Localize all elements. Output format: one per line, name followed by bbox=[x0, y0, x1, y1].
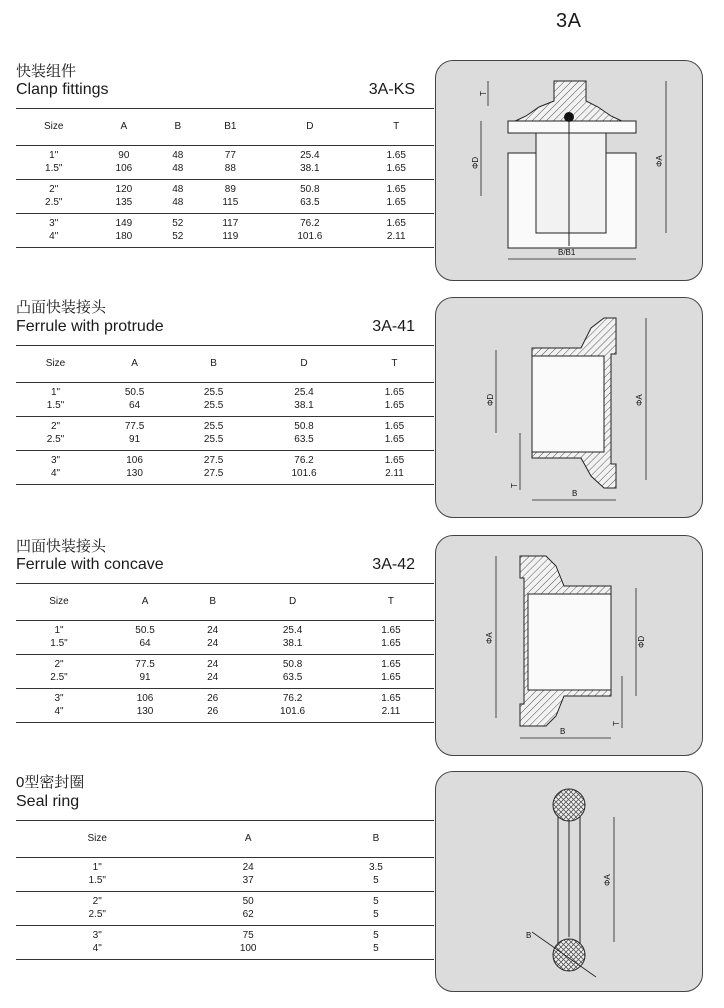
section-title-cn: 凸面快装接头 bbox=[16, 299, 107, 316]
table-cell: 50.8 bbox=[282, 659, 303, 670]
table-cell: 25.5 bbox=[203, 399, 224, 411]
dim-a-label: ΦA bbox=[603, 874, 612, 886]
column-header: B bbox=[209, 596, 216, 607]
column-header: Size bbox=[45, 358, 66, 369]
table-cell: 48 bbox=[172, 162, 184, 174]
table-cell: 1.5" bbox=[46, 399, 65, 411]
table-cell: 48 bbox=[172, 150, 184, 161]
table-cell: 4" bbox=[49, 230, 59, 242]
table-cell: 1.5" bbox=[88, 874, 106, 886]
row-group bbox=[16, 417, 434, 451]
table-cell: 3" bbox=[50, 455, 61, 466]
table-cell: 24 bbox=[207, 659, 219, 670]
table-cell: 1.65 bbox=[381, 637, 401, 649]
table-cell: 2.11 bbox=[385, 467, 404, 479]
table-cell: 1.65 bbox=[384, 399, 405, 411]
table-cell: 50.8 bbox=[294, 421, 314, 432]
table-cell: 4" bbox=[92, 942, 102, 954]
dim-t-label: T bbox=[612, 721, 621, 726]
table-cell: 77.5 bbox=[124, 421, 145, 432]
table-cell: 24 bbox=[207, 625, 219, 636]
table-row bbox=[16, 706, 434, 723]
table-row bbox=[16, 858, 434, 875]
dim-b-label: B bbox=[526, 931, 532, 940]
table-cell: 1.65 bbox=[386, 162, 406, 174]
table-cell: 1.65 bbox=[386, 218, 406, 229]
column-header: T bbox=[393, 121, 400, 132]
table-cell: 24 bbox=[242, 862, 254, 873]
table-cell: 25.4 bbox=[300, 150, 320, 161]
table-cell: 3" bbox=[54, 693, 64, 704]
table-cell: 1.5" bbox=[45, 162, 63, 174]
table-cell: 25.5 bbox=[203, 387, 224, 398]
table-cell: 1.65 bbox=[386, 184, 406, 195]
table-cell: 106 bbox=[126, 455, 143, 466]
table-cell: 100 bbox=[239, 942, 257, 954]
table-row bbox=[16, 621, 434, 638]
column-header: Size bbox=[49, 596, 69, 607]
table-cell: 1.65 bbox=[381, 625, 401, 636]
column-header: A bbox=[120, 121, 128, 132]
dim-d-label: ΦD bbox=[486, 393, 495, 406]
ferrule-concave-diagram bbox=[435, 535, 703, 756]
table-cell: 1.65 bbox=[384, 387, 405, 398]
table-row bbox=[16, 400, 434, 417]
column-header: T bbox=[391, 358, 398, 369]
table-cell: 24 bbox=[207, 637, 219, 649]
section-code: 3A-KS bbox=[368, 81, 415, 98]
table-cell: 117 bbox=[222, 218, 239, 229]
column-header: D bbox=[306, 121, 314, 132]
table-cell: 64 bbox=[139, 637, 151, 649]
table-row bbox=[16, 638, 434, 655]
dim-b-label: B bbox=[560, 727, 566, 736]
column-header: D bbox=[288, 596, 297, 607]
section-title-cn: 凹面快装接头 bbox=[16, 538, 107, 555]
row-group bbox=[16, 621, 434, 655]
table-cell: 2.5" bbox=[46, 433, 65, 445]
table-cell: 2.5" bbox=[45, 196, 63, 208]
table-cell: 38.1 bbox=[282, 637, 303, 649]
table-cell: 1.65 bbox=[381, 671, 401, 683]
table-cell: 1.65 bbox=[384, 421, 405, 432]
table-cell: 4" bbox=[50, 467, 61, 479]
table-cell: 5 bbox=[373, 930, 379, 941]
table-cell: 2.11 bbox=[381, 705, 401, 717]
column-header: D bbox=[300, 358, 308, 369]
table-cell: 2" bbox=[49, 184, 59, 195]
table-cell: 1.65 bbox=[384, 433, 405, 445]
dim-b-label: B bbox=[572, 489, 578, 498]
table-row bbox=[16, 214, 434, 231]
table-cell: 50.5 bbox=[124, 387, 145, 398]
table-row bbox=[16, 943, 434, 960]
table-cell: 62 bbox=[242, 908, 254, 920]
table-cell: 38.1 bbox=[300, 162, 320, 174]
row-group bbox=[16, 858, 434, 892]
table-cell: 25.5 bbox=[203, 433, 224, 445]
row-group bbox=[16, 926, 434, 960]
table-cell: 91 bbox=[128, 433, 141, 445]
table-row bbox=[16, 180, 434, 197]
dim-t-label: T bbox=[510, 483, 519, 488]
spec-table bbox=[16, 345, 434, 485]
table-cell: 50 bbox=[242, 896, 254, 907]
dim-d-label: ΦD bbox=[471, 156, 480, 169]
table-cell: 50.8 bbox=[300, 184, 320, 195]
table-cell: 2.11 bbox=[386, 230, 406, 242]
section-title-cn: 0型密封圈 bbox=[16, 774, 85, 791]
table-cell: 63.5 bbox=[282, 671, 303, 683]
table-cell: 101.6 bbox=[297, 230, 323, 242]
table-cell: 1.5" bbox=[50, 637, 68, 649]
table-cell: 3.5 bbox=[368, 862, 383, 873]
table-cell: 91 bbox=[139, 671, 151, 683]
table-row bbox=[16, 655, 434, 672]
table-cell: 26 bbox=[207, 705, 219, 717]
table-cell: 115 bbox=[222, 196, 239, 208]
table-row bbox=[16, 892, 434, 909]
table-row bbox=[16, 383, 434, 400]
row-group bbox=[16, 214, 434, 248]
table-cell: 130 bbox=[136, 705, 154, 717]
table-cell: 27.5 bbox=[203, 467, 224, 479]
section-title-en: Ferrule with protrude bbox=[16, 318, 164, 335]
table-cell: 76.2 bbox=[282, 693, 303, 704]
section-code: 3A-41 bbox=[372, 318, 415, 335]
spec-table bbox=[16, 583, 434, 723]
table-cell: 135 bbox=[115, 196, 133, 208]
table-cell: 120 bbox=[115, 184, 133, 195]
table-header-row bbox=[16, 346, 434, 383]
row-group bbox=[16, 689, 434, 723]
table-cell: 25.4 bbox=[282, 625, 303, 636]
table-cell: 5 bbox=[373, 908, 379, 920]
table-cell: 3" bbox=[92, 930, 102, 941]
row-group bbox=[16, 451, 434, 485]
table-cell: 1.65 bbox=[386, 150, 406, 161]
table-row bbox=[16, 909, 434, 926]
table-row bbox=[16, 417, 434, 434]
table-cell: 50.5 bbox=[135, 625, 155, 636]
table-cell: 48 bbox=[172, 184, 184, 195]
table-row bbox=[16, 197, 434, 214]
table-cell: 1" bbox=[49, 150, 59, 161]
table-cell: 75 bbox=[242, 930, 254, 941]
table-cell: 88 bbox=[224, 162, 236, 174]
table-cell: 25.4 bbox=[294, 387, 314, 398]
column-header: A bbox=[244, 833, 252, 844]
clamp-fitting-diagram bbox=[435, 60, 703, 281]
table-cell: 76.2 bbox=[300, 218, 320, 229]
dim-a-label: ΦA bbox=[485, 632, 494, 644]
table-cell: 3" bbox=[49, 218, 59, 229]
table-cell: 25.5 bbox=[203, 421, 224, 432]
table-cell: 101.6 bbox=[291, 467, 317, 479]
column-header: B bbox=[174, 121, 182, 132]
table-cell: 64 bbox=[128, 399, 141, 411]
table-cell: 52 bbox=[172, 230, 184, 242]
column-header: A bbox=[131, 358, 138, 369]
table-row bbox=[16, 163, 434, 180]
row-group bbox=[16, 180, 434, 214]
table-cell: 1.65 bbox=[386, 196, 406, 208]
dim-t-label: T bbox=[479, 91, 488, 96]
table-cell: 63.5 bbox=[300, 196, 320, 208]
table-cell: 2.5" bbox=[88, 908, 106, 920]
section-title-en: Seal ring bbox=[16, 793, 80, 810]
column-header: B1 bbox=[224, 121, 237, 132]
column-header: Size bbox=[44, 121, 64, 132]
table-cell: 90 bbox=[118, 150, 130, 161]
row-group bbox=[16, 892, 434, 926]
seal-ring-diagram bbox=[435, 771, 703, 992]
section-title-cn: 快装组件 bbox=[16, 63, 77, 80]
table-cell: 52 bbox=[172, 218, 184, 229]
table-cell: 5 bbox=[373, 942, 379, 954]
table-cell: 48 bbox=[172, 196, 184, 208]
column-header: Size bbox=[87, 833, 107, 844]
table-cell: 119 bbox=[222, 230, 239, 242]
table-cell: 106 bbox=[136, 693, 154, 704]
column-header: A bbox=[141, 596, 149, 607]
table-header-row bbox=[16, 584, 434, 621]
section-title-en: Ferrule with concave bbox=[16, 556, 164, 573]
table-cell: 1" bbox=[92, 862, 102, 873]
row-group bbox=[16, 146, 434, 180]
table-row bbox=[16, 146, 434, 163]
table-cell: 89 bbox=[224, 184, 236, 195]
table-cell: 101.6 bbox=[280, 705, 306, 717]
table-row bbox=[16, 926, 434, 943]
table-cell: 77 bbox=[224, 150, 236, 161]
column-header: B bbox=[210, 358, 217, 369]
table-row bbox=[16, 689, 434, 706]
table-cell: 37 bbox=[242, 874, 254, 886]
table-cell: 1" bbox=[54, 625, 64, 636]
table-cell: 1.65 bbox=[384, 455, 405, 466]
table-cell: 180 bbox=[115, 230, 133, 242]
table-cell: 77.5 bbox=[135, 659, 155, 670]
table-cell: 2.5" bbox=[50, 671, 68, 683]
table-header-row bbox=[16, 821, 434, 858]
table-cell: 38.1 bbox=[294, 399, 314, 411]
spec-table bbox=[16, 820, 434, 960]
table-cell: 149 bbox=[115, 218, 133, 229]
table-row bbox=[16, 875, 434, 892]
table-cell: 27.5 bbox=[203, 455, 224, 466]
spec-table bbox=[16, 108, 434, 248]
table-cell: 1.65 bbox=[381, 659, 401, 670]
table-cell: 26 bbox=[207, 693, 219, 704]
table-header-row bbox=[16, 109, 434, 146]
table-cell: 130 bbox=[126, 467, 143, 479]
row-group bbox=[16, 383, 434, 417]
section-title-en: Clanp fittings bbox=[16, 81, 109, 98]
column-header: B bbox=[372, 833, 380, 844]
table-cell: 2" bbox=[54, 659, 64, 670]
table-cell: 1.65 bbox=[381, 693, 401, 704]
table-cell: 5 bbox=[373, 896, 379, 907]
table-cell: 63.5 bbox=[294, 433, 314, 445]
dim-d-label: ΦD bbox=[637, 635, 646, 648]
table-cell: 106 bbox=[115, 162, 133, 174]
page-title: 3A bbox=[556, 10, 582, 32]
table-cell: 76.2 bbox=[294, 455, 314, 466]
dim-a-label: ΦA bbox=[655, 155, 664, 167]
table-cell: 2" bbox=[92, 896, 102, 907]
table-cell: 5 bbox=[373, 874, 379, 886]
dim-a-label: ΦA bbox=[635, 394, 644, 406]
table-row bbox=[16, 468, 434, 485]
ferrule-protrude-diagram bbox=[435, 297, 703, 518]
column-header: T bbox=[387, 596, 394, 607]
table-row bbox=[16, 451, 434, 468]
row-group bbox=[16, 655, 434, 689]
dim-b-label: B/B1 bbox=[558, 248, 576, 257]
section-code: 3A-42 bbox=[372, 556, 415, 573]
table-row bbox=[16, 672, 434, 689]
table-cell: 2" bbox=[50, 421, 61, 432]
table-cell: 4" bbox=[54, 705, 64, 717]
table-cell: 1" bbox=[50, 387, 61, 398]
table-cell: 24 bbox=[207, 671, 219, 683]
table-row bbox=[16, 434, 434, 451]
table-row bbox=[16, 231, 434, 248]
